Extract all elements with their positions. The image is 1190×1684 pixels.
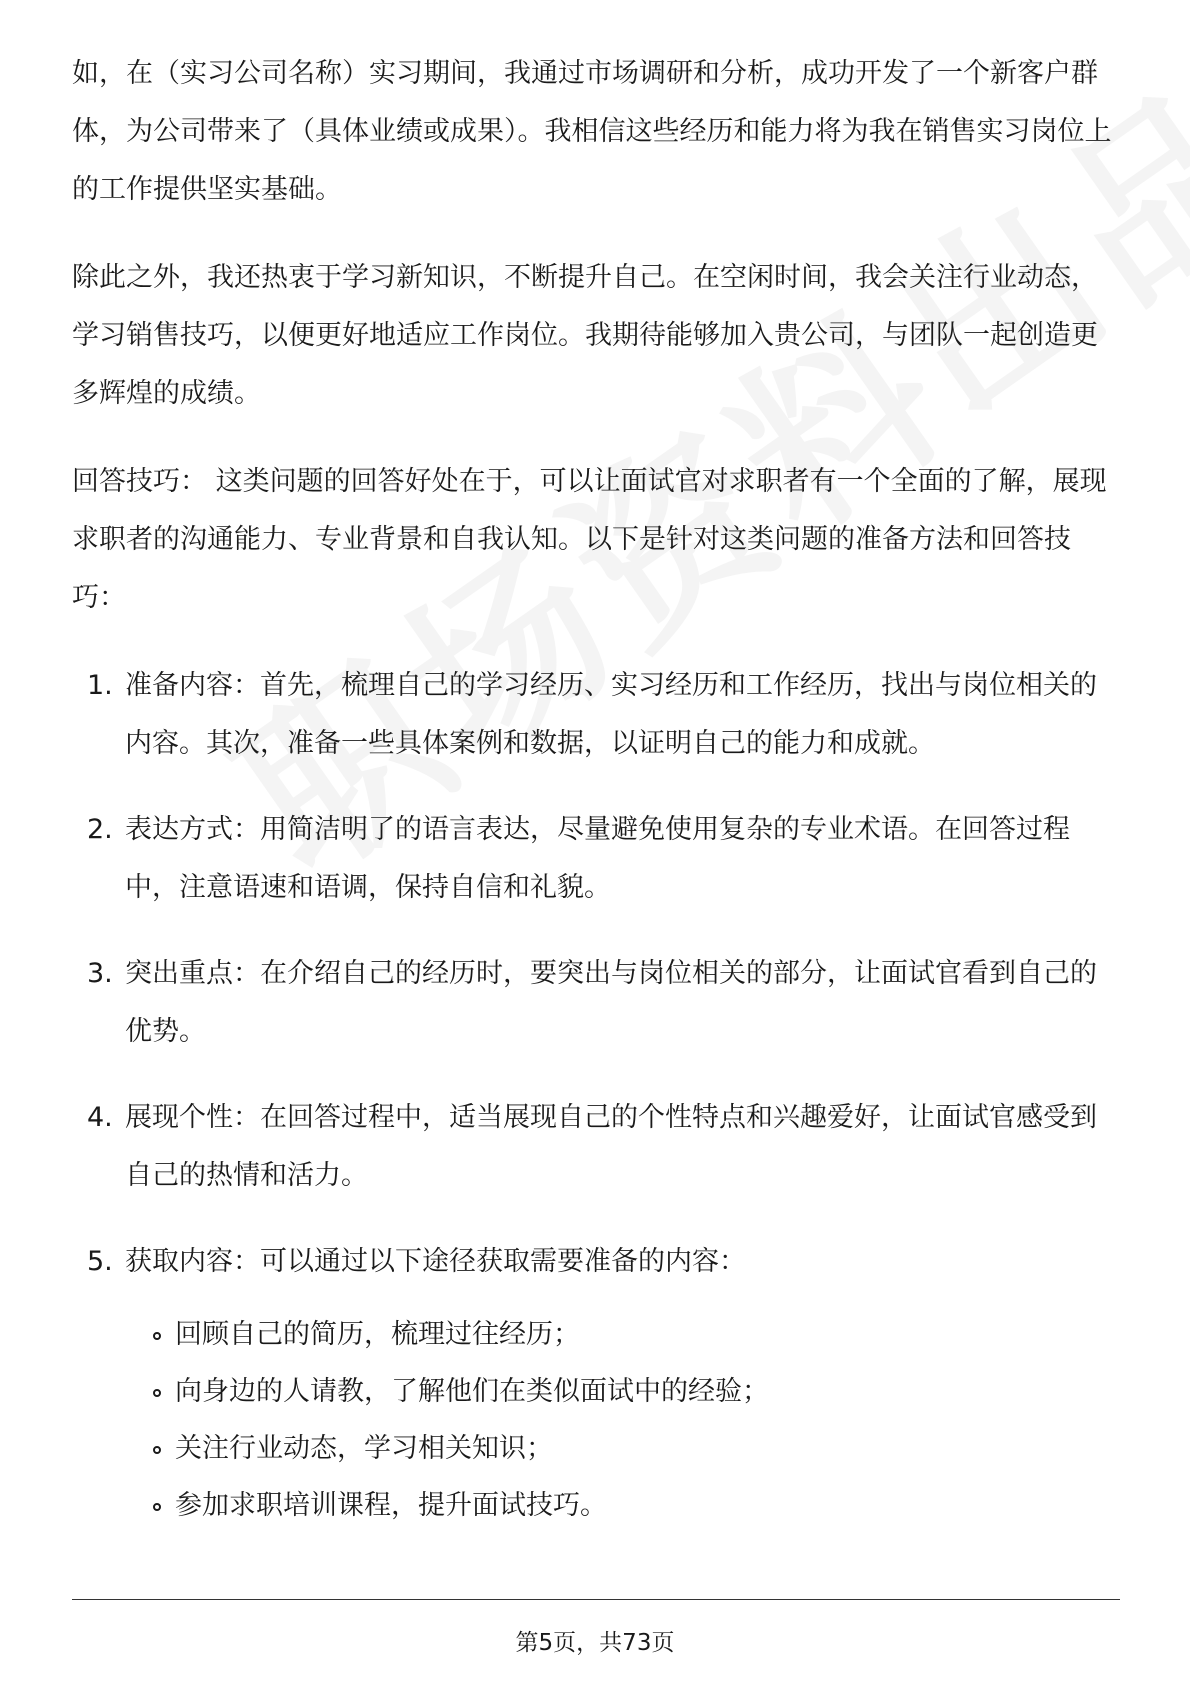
- sub-list-item-text: 回顾自己的简历，梳理过往经历；: [175, 1319, 580, 1350]
- paragraph-answer-tips: 回答技巧： 这类问题的回答好处在于，可以让面试官对求职者有一个全面的了解，展现求职者的沟通能力、专业背景和自我认知。以下是针对这类问题的准备方法和回答技巧：: [72, 466, 1107, 613]
- document-body: [72, 45, 1117, 1562]
- sub-list-item: [125, 1363, 1117, 1420]
- footer-divider: [72, 1599, 1120, 1600]
- sub-list: [125, 1306, 1117, 1534]
- paragraph-internship-example: 如，在（实习公司名称）实习期间，我通过市场调研和分析，成功开发了一个新客户群体，为公司带来了（具体业绩或成果）。我相信这些经历和能力将为我在销售实习岗位上的工作提供坚实基础。: [72, 58, 1112, 205]
- tips-list: [72, 657, 1117, 1534]
- list-item-text: 表达方式：用简洁明了的语言表达，尽量避免使用复杂的专业术语。在回答过程中，注意语速和语调，保持自信和礼貌。: [125, 814, 1070, 903]
- sub-list-item: [125, 1420, 1117, 1477]
- list-number: 4.: [87, 1102, 113, 1133]
- list-item-text: 突出重点：在介绍自己的经历时，要突出与岗位相关的部分，让面试官看到自己的优势。: [125, 958, 1097, 1047]
- list-item: [72, 1233, 1117, 1534]
- list-item-text: 展现个性：在回答过程中，适当展现自己的个性特点和兴趣爱好，让面试官感受到自己的热情和活力。: [125, 1102, 1097, 1191]
- paragraph-self-learning: 除此之外，我还热衷于学习新知识，不断提升自己。在空闲时间，我会关注行业动态，学习销售技巧，以便更好地适应工作岗位。我期待能够加入贵公司，与团队一起创造更多辉煌的成绩。: [72, 262, 1098, 409]
- list-item-text: 获取内容：可以通过以下途径获取需要准备的内容：: [125, 1246, 746, 1277]
- list-number: 5.: [87, 1246, 113, 1277]
- list-number: 3.: [87, 958, 113, 989]
- circle-bullet-icon: [153, 1389, 161, 1397]
- list-item: [72, 1089, 1117, 1205]
- list-number: 2.: [87, 814, 113, 845]
- page-number: 第5页，共73页: [515, 1630, 675, 1656]
- circle-bullet-icon: [153, 1503, 161, 1511]
- list-item: [72, 801, 1117, 917]
- sub-list-item-text: 向身边的人请教，了解他们在类似面试中的经验；: [175, 1376, 769, 1407]
- list-item-text: 准备内容：首先，梳理自己的学习经历、实习经历和工作经历，找出与岗位相关的内容。其次，准备一些具体案例和数据，以证明自己的能力和成就。: [125, 670, 1097, 759]
- list-item: [72, 945, 1117, 1061]
- list-number: 1.: [87, 670, 113, 701]
- sub-list-item: [125, 1306, 1117, 1363]
- circle-bullet-icon: [153, 1332, 161, 1340]
- circle-bullet-icon: [153, 1446, 161, 1454]
- sub-list-item-text: 关注行业动态，学习相关知识；: [175, 1433, 553, 1464]
- sub-list-item: [125, 1477, 1117, 1534]
- list-item: [72, 657, 1117, 773]
- sub-list-item-text: 参加求职培训课程，提升面试技巧。: [175, 1490, 607, 1521]
